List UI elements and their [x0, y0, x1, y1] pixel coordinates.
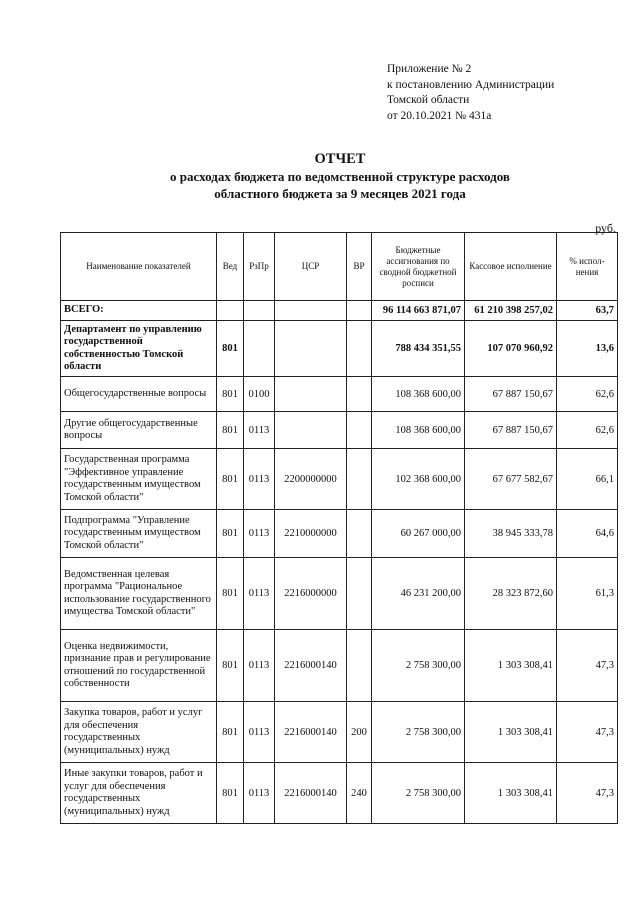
cell-percent: 64,6: [557, 510, 618, 558]
cell-rzpr: 0100: [244, 377, 275, 412]
cell-vr: [347, 449, 372, 510]
table-row: [61, 510, 618, 558]
cell-ved: 801: [217, 558, 244, 630]
cell-percent: 62,6: [557, 412, 618, 449]
header-name: Наименование показателей: [61, 233, 217, 301]
header-ved: Вед: [217, 233, 244, 301]
cell-ved: 801: [217, 377, 244, 412]
cell-csr: [275, 321, 347, 377]
appendix-line-3: Томской области: [387, 94, 470, 106]
cell-ved: 801: [217, 763, 244, 824]
cell-ved: 801: [217, 510, 244, 558]
cell-csr: 2200000000: [275, 449, 347, 510]
cell-csr: [275, 412, 347, 449]
cell-vr: [347, 630, 372, 702]
table-row: [61, 702, 618, 763]
header-rzpr: РзПр: [244, 233, 275, 301]
table-row: [61, 558, 618, 630]
cell-rzpr: 0113: [244, 412, 275, 449]
cell-name: Оценка недвижимости, признание прав и регулирование отношений по государственной собственности: [61, 630, 217, 702]
header-planned: Бюджетные ассигнования по сводной бюджетной росписи: [372, 233, 465, 301]
cell-cash: 38 945 333,78: [465, 510, 557, 558]
cell-ved: [217, 301, 244, 321]
cell-cash: 1 303 308,41: [465, 763, 557, 824]
cell-vr: [347, 321, 372, 377]
cell-rzpr: [244, 321, 275, 377]
cell-cash: 61 210 398 257,02: [465, 301, 557, 321]
cell-ved: 801: [217, 412, 244, 449]
cell-vr: [347, 377, 372, 412]
header-csr: ЦСР: [275, 233, 347, 301]
cell-planned: 96 114 663 871,07: [372, 301, 465, 321]
cell-name: Закупка товаров, работ и услуг для обеспечения государственных (муниципальных) нужд: [61, 702, 217, 763]
table-row: [61, 321, 618, 377]
cell-csr: 2216000000: [275, 558, 347, 630]
title-heading: ОТЧЕТ: [314, 151, 366, 167]
cell-rzpr: 0113: [244, 558, 275, 630]
cell-planned: 60 267 000,00: [372, 510, 465, 558]
cell-cash: 1 303 308,41: [465, 702, 557, 763]
cell-name: Общегосударственные вопросы: [61, 377, 217, 412]
cell-vr: 200: [347, 702, 372, 763]
cell-planned: 46 231 200,00: [372, 558, 465, 630]
table-row: [61, 763, 618, 824]
table-row: [61, 449, 618, 510]
header-percent: % испол-нения: [557, 233, 618, 301]
title-line-2: о расходах бюджета по ведомственной структуре расходов: [170, 169, 510, 184]
cell-cash: 107 070 960,92: [465, 321, 557, 377]
cell-planned: 108 368 600,00: [372, 412, 465, 449]
cell-percent: 13,6: [557, 321, 618, 377]
appendix-line-4: от 20.10.2021 № 431а: [387, 109, 492, 122]
cell-name: Другие общегосударственные вопросы: [61, 412, 217, 449]
cell-percent: 62,6: [557, 377, 618, 412]
cell-cash: 67 677 582,67: [465, 449, 557, 510]
cell-percent: 66,1: [557, 449, 618, 510]
cell-csr: 2210000000: [275, 510, 347, 558]
appendix-line-1: Приложение № 2: [387, 63, 472, 75]
table-row: [61, 377, 618, 412]
cell-percent: 47,3: [557, 702, 618, 763]
cell-name: Ведомственная целевая программа "Рациональное использование государственного имущества Томской области": [61, 558, 217, 630]
header-vr: ВР: [347, 233, 372, 301]
cell-vr: [347, 558, 372, 630]
cell-cash: 67 887 150,67: [465, 377, 557, 412]
cell-percent: 47,3: [557, 630, 618, 702]
cell-csr: 2216000140: [275, 763, 347, 824]
cell-csr: 2216000140: [275, 630, 347, 702]
cell-ved: 801: [217, 702, 244, 763]
title-line-3: областного бюджета за 9 месяцев 2021 года: [214, 186, 466, 201]
cell-name: Подпрограмма "Управление государственным имуществом Томской области": [61, 510, 217, 558]
cell-percent: 63,7: [557, 301, 618, 321]
cell-planned: 788 434 351,55: [372, 321, 465, 377]
cell-name: Государственная программа "Эффективное управление государственным имуществом Томской области": [61, 449, 217, 510]
cell-csr: [275, 301, 347, 321]
cell-cash: 1 303 308,41: [465, 630, 557, 702]
cell-percent: 61,3: [557, 558, 618, 630]
cell-planned: 2 758 300,00: [372, 630, 465, 702]
cell-vr: 240: [347, 763, 372, 824]
cell-ved: 801: [217, 321, 244, 377]
cell-planned: 108 368 600,00: [372, 377, 465, 412]
table-row: [61, 412, 618, 449]
cell-vr: [347, 301, 372, 321]
header-cash: Кассовое исполнение: [465, 233, 557, 301]
cell-name: Департамент по управлению государственной собственностью Томской области: [61, 321, 217, 377]
currency-unit: руб.: [595, 221, 616, 235]
cell-rzpr: 0113: [244, 763, 275, 824]
cell-vr: [347, 412, 372, 449]
cell-name: ВСЕГО:: [61, 301, 217, 321]
table-header-row: [61, 233, 618, 301]
cell-rzpr: 0113: [244, 449, 275, 510]
cell-ved: 801: [217, 449, 244, 510]
cell-rzpr: 0113: [244, 630, 275, 702]
cell-rzpr: 0113: [244, 510, 275, 558]
cell-name: Иные закупки товаров, работ и услуг для обеспечения государственных (муниципальных) нужд: [61, 763, 217, 824]
cell-csr: [275, 377, 347, 412]
cell-cash: 28 323 872,60: [465, 558, 557, 630]
cell-csr: 2216000140: [275, 702, 347, 763]
cell-planned: 2 758 300,00: [372, 763, 465, 824]
table-row: [61, 630, 618, 702]
cell-ved: 801: [217, 630, 244, 702]
cell-rzpr: [244, 301, 275, 321]
cell-cash: 67 887 150,67: [465, 412, 557, 449]
report-title: [60, 150, 620, 202]
appendix-block: [387, 62, 554, 124]
cell-vr: [347, 510, 372, 558]
cell-planned: 102 368 600,00: [372, 449, 465, 510]
report-table: [60, 232, 618, 824]
appendix-line-2: к постановлению Администрации: [387, 78, 555, 91]
cell-percent: 47,3: [557, 763, 618, 824]
table-row: [61, 301, 618, 321]
cell-rzpr: 0113: [244, 702, 275, 763]
cell-planned: 2 758 300,00: [372, 702, 465, 763]
